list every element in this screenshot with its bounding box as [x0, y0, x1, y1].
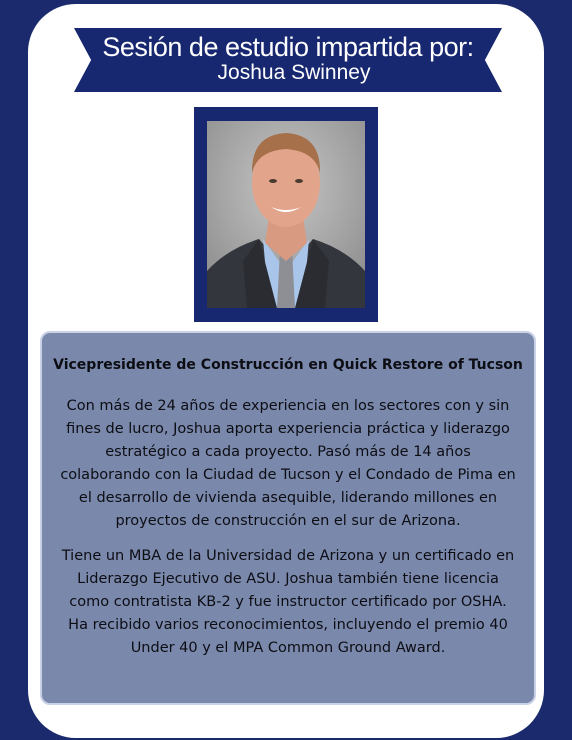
- banner-title: Sesión de estudio impartida por:: [102, 32, 474, 62]
- bio-paragraph-experience: Con más de 24 años de experiencia en los sectores con y sin fines de lucro, Joshua aporta experiencia práctica y liderazgo estratégico a cada proyecto. Pasó más de 14 años colaborando con la Ciudad de Tucson y el Condado de Pima en el desarrollo de vivienda asequible, liderando millones en proyectos de construcción en el sur de Arizona.: [60, 398, 516, 529]
- speaker-role: Vicepresidente de Construcción en Quick Restore of Tucson: [53, 357, 523, 373]
- speaker-portrait-icon: [207, 121, 365, 308]
- photo-frame: [194, 107, 378, 322]
- bio-paragraph-credentials: Tiene un MBA de la Universidad de Arizona y un certificado en Liderazgo Ejecutivo de ASU. Joshua también tiene licencia como contratista KB-2 y fue instructor certificado por OSHA. Ha recibido varios reconocimientos, incluyendo el premio 40 Under 40 y el MPA Common Ground Award.: [61, 548, 515, 656]
- bio-box: [40, 331, 536, 705]
- speaker-name: Joshua Swinney: [217, 61, 371, 84]
- portrait-illustration: [207, 121, 365, 308]
